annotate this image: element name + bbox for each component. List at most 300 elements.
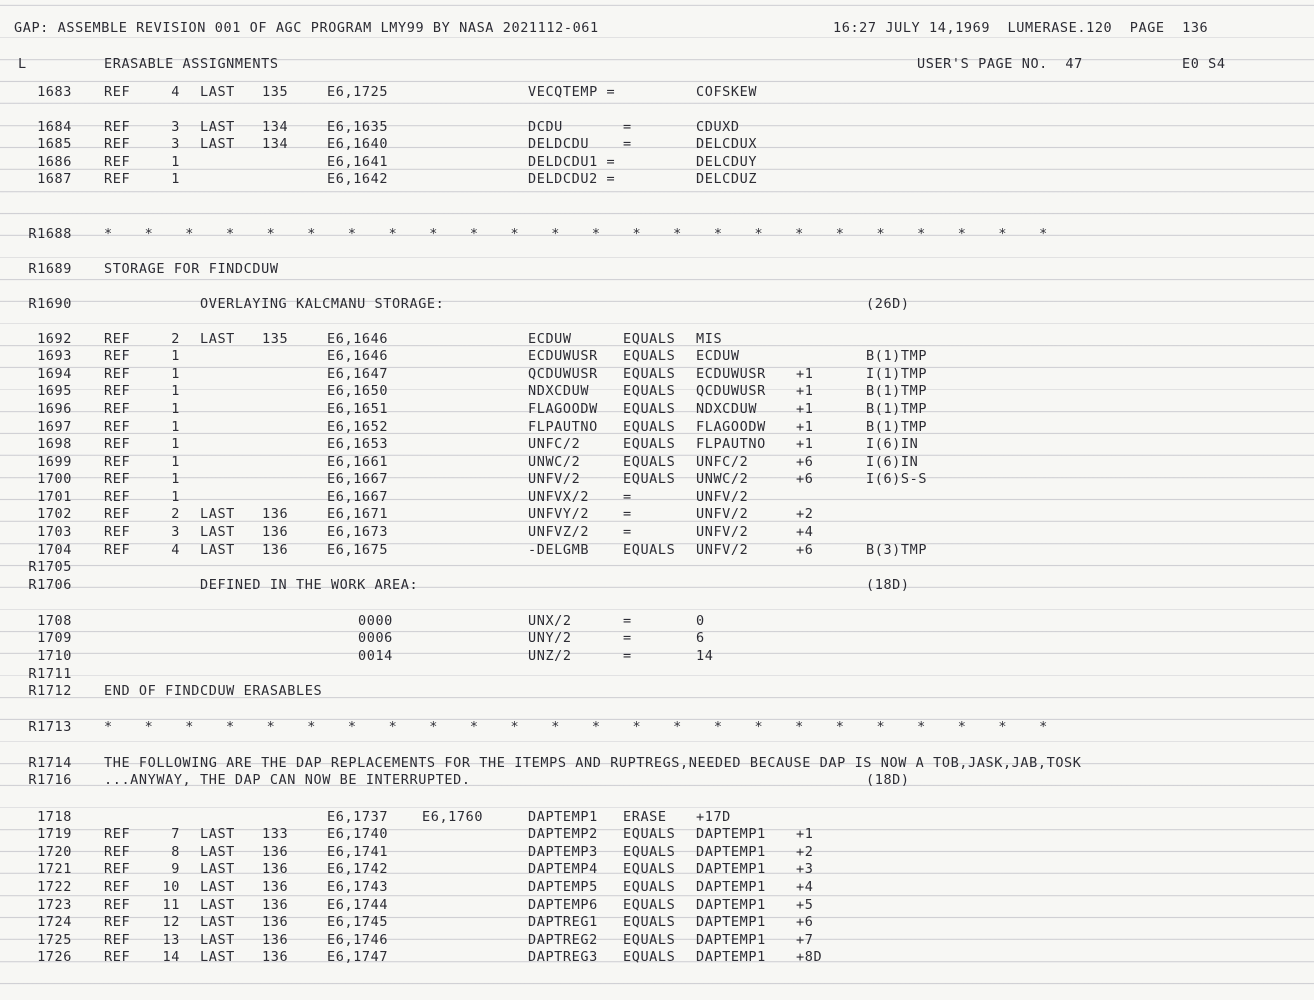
ref-keyword: REF — [104, 383, 131, 399]
operator: EQUALS — [623, 454, 676, 470]
listing-line — [0, 825, 1314, 843]
scaling-comment: I(6)IN — [866, 454, 919, 470]
operand: 14 — [696, 648, 714, 664]
operator: EQUALS — [623, 949, 676, 965]
last-keyword: LAST — [200, 826, 235, 842]
erasable-address: E6,1744 — [327, 897, 389, 913]
listing-line — [0, 330, 1314, 348]
listing-line — [0, 576, 1314, 594]
listing-line — [0, 558, 1314, 576]
line-number: 1696 — [37, 401, 72, 417]
symbol-name: UNFVY/2 — [528, 506, 590, 522]
operator: EQUALS — [623, 331, 676, 347]
ref-count: 1 — [171, 154, 180, 170]
line-number: R1716 — [28, 772, 72, 788]
ref-keyword: REF — [104, 914, 131, 930]
scaling-comment: B(1)TMP — [866, 383, 928, 399]
ref-count: 9 — [171, 861, 180, 877]
line-number: 1721 — [37, 861, 72, 877]
listing-line — [0, 629, 1314, 647]
ref-count: 8 — [171, 844, 180, 860]
comment-text: END OF FINDCDUW ERASABLES — [104, 683, 323, 699]
offset-modifier: +1 — [796, 401, 814, 417]
listing-line — [0, 418, 1314, 436]
symbol-name: UNX/2 — [528, 613, 572, 629]
last-page: 136 — [262, 861, 289, 877]
timestamp-page: 16:27 JULY 14,1969 LUMERASE.120 PAGE 136 — [833, 20, 1209, 36]
offset-modifier: +4 — [796, 879, 814, 895]
subheading-text: OVERLAYING KALCMANU STORAGE: — [200, 296, 445, 312]
last-page: 136 — [262, 897, 289, 913]
listing-line — [0, 470, 1314, 488]
offset-modifier: +6 — [796, 471, 814, 487]
symbol-name: UNZ/2 — [528, 648, 572, 664]
listing-line — [0, 347, 1314, 365]
operator: EQUALS — [623, 932, 676, 948]
operator: EQUALS — [623, 826, 676, 842]
symbol-name: UNY/2 — [528, 630, 572, 646]
line-number: 1718 — [37, 809, 72, 825]
operator: EQUALS — [623, 366, 676, 382]
line-number: R1690 — [28, 296, 72, 312]
word-count: (18D) — [866, 772, 910, 788]
symbol-name: DAPTEMP6 — [528, 897, 598, 913]
scaling-comment: I(1)TMP — [866, 366, 928, 382]
symbol-name: DAPTREG1 — [528, 914, 598, 930]
listing-line — [0, 295, 1314, 313]
symbol-name: DAPTEMP1 — [528, 809, 598, 825]
ref-keyword: REF — [104, 471, 131, 487]
listing-line — [0, 948, 1314, 966]
line-number: 1708 — [37, 613, 72, 629]
ref-keyword: REF — [104, 489, 131, 505]
last-keyword: LAST — [200, 844, 235, 860]
ref-count: 2 — [171, 331, 180, 347]
symbol-name: UNFVX/2 — [528, 489, 590, 505]
listing-line — [0, 260, 1314, 278]
line-number: 1723 — [37, 897, 72, 913]
ref-count: 1 — [171, 419, 180, 435]
scaling-comment: B(3)TMP — [866, 542, 928, 558]
ref-count: 1 — [171, 454, 180, 470]
last-page: 136 — [262, 879, 289, 895]
ref-count: 2 — [171, 506, 180, 522]
ref-keyword: REF — [104, 542, 131, 558]
operator: = — [623, 489, 632, 505]
offset-modifier: +3 — [796, 861, 814, 877]
ref-keyword: REF — [104, 154, 131, 170]
operand: UNWC/2 — [696, 471, 749, 487]
listing-line — [0, 878, 1314, 896]
operator: EQUALS — [623, 383, 676, 399]
last-page: 136 — [262, 506, 289, 522]
erasable-address: E6,1650 — [327, 383, 389, 399]
ref-count: 7 — [171, 826, 180, 842]
line-number: R1712 — [28, 683, 72, 699]
last-keyword: LAST — [200, 506, 235, 522]
listing-line — [0, 612, 1314, 630]
erasable-address: E6,1673 — [327, 524, 389, 540]
operator: = — [623, 613, 632, 629]
erasable-address: E6,1641 — [327, 154, 389, 170]
last-page: 134 — [262, 136, 289, 152]
scaling-comment: I(6)IN — [866, 436, 919, 452]
ref-count: 12 — [162, 914, 180, 930]
line-number: 1722 — [37, 879, 72, 895]
ref-count: 10 — [162, 879, 180, 895]
operator: = — [623, 630, 632, 646]
separator-stars: * * * * * * * * * * * * * * * * * * * * * * * * — [104, 719, 1060, 735]
ref-count: 1 — [171, 471, 180, 487]
last-keyword: LAST — [200, 879, 235, 895]
ref-keyword: REF — [104, 454, 131, 470]
line-number: R1706 — [28, 577, 72, 593]
last-keyword: LAST — [200, 897, 235, 913]
operator: EQUALS — [623, 419, 676, 435]
last-page: 136 — [262, 524, 289, 540]
last-keyword: LAST — [200, 949, 235, 965]
line-number: 1698 — [37, 436, 72, 452]
listing-line — [0, 808, 1314, 826]
octal-value: 0000 — [358, 613, 393, 629]
offset-modifier: +4 — [796, 524, 814, 540]
listing-line — [0, 718, 1314, 736]
ref-keyword: REF — [104, 331, 131, 347]
offset-modifier: +5 — [796, 897, 814, 913]
symbol-name: QCDUWUSR — [528, 366, 598, 382]
operator: EQUALS — [623, 897, 676, 913]
operator: = — [623, 648, 632, 664]
listing-line — [0, 771, 1314, 789]
line-number: 1709 — [37, 630, 72, 646]
operator: EQUALS — [623, 844, 676, 860]
line-number: 1692 — [37, 331, 72, 347]
symbol-name: VECQTEMP = — [528, 84, 616, 100]
line-number: 1726 — [37, 949, 72, 965]
line-number: 1699 — [37, 454, 72, 470]
ref-keyword: REF — [104, 524, 131, 540]
listing-line — [0, 647, 1314, 665]
operand: DAPTEMP1 — [696, 897, 766, 913]
symbol-name: DELDCDU — [528, 136, 590, 152]
erasable-address: E6,1737 — [327, 809, 389, 825]
operand: NDXCDUW — [696, 401, 758, 417]
ref-count: 3 — [171, 136, 180, 152]
line-number: 1686 — [37, 154, 72, 170]
offset-modifier: +6 — [796, 542, 814, 558]
erasable-address: E6,1675 — [327, 542, 389, 558]
operand: UNFV/2 — [696, 524, 749, 540]
operator: = — [623, 119, 632, 135]
symbol-name: FLPAUTNO — [528, 419, 598, 435]
ref-keyword: REF — [104, 826, 131, 842]
last-keyword: LAST — [200, 914, 235, 930]
line-number: 1684 — [37, 119, 72, 135]
offset-modifier: +1 — [796, 366, 814, 382]
listing-line — [0, 135, 1314, 153]
ref-keyword: REF — [104, 419, 131, 435]
operand: ECDUWUSR — [696, 366, 766, 382]
scaling-comment: I(6)S-S — [866, 471, 928, 487]
erasable-address: E6,1667 — [327, 489, 389, 505]
line-number: 1693 — [37, 348, 72, 364]
last-page: 136 — [262, 914, 289, 930]
operand: COFSKEW — [696, 84, 758, 100]
offset-modifier: +6 — [796, 454, 814, 470]
symbol-name: UNFVZ/2 — [528, 524, 590, 540]
operator: ERASE — [623, 809, 667, 825]
line-number: 1695 — [37, 383, 72, 399]
operand: DAPTEMP1 — [696, 932, 766, 948]
user-page-number: USER'S PAGE NO. 47 — [917, 56, 1083, 72]
line-number: 1685 — [37, 136, 72, 152]
line-number: R1688 — [28, 226, 72, 242]
line-number: 1710 — [37, 648, 72, 664]
operand: DELCDUX — [696, 136, 758, 152]
listing-line — [0, 505, 1314, 523]
ref-keyword: REF — [104, 436, 131, 452]
erasable-address: E6,1653 — [327, 436, 389, 452]
line-number: 1703 — [37, 524, 72, 540]
operand: 0 — [696, 613, 705, 629]
erasable-address: E6,1642 — [327, 171, 389, 187]
operator: EQUALS — [623, 914, 676, 930]
last-page: 135 — [262, 331, 289, 347]
erasable-address: E6,1671 — [327, 506, 389, 522]
listing-line — [0, 365, 1314, 383]
operand: UNFV/2 — [696, 506, 749, 522]
symbol-name: NDXCDUW — [528, 383, 590, 399]
operator: EQUALS — [623, 861, 676, 877]
last-keyword: LAST — [200, 861, 235, 877]
ref-count: 1 — [171, 366, 180, 382]
last-keyword: LAST — [200, 932, 235, 948]
offset-modifier: +8D — [796, 949, 823, 965]
symbol-name: DAPTEMP5 — [528, 879, 598, 895]
operator: EQUALS — [623, 542, 676, 558]
offset-modifier: +1 — [796, 383, 814, 399]
listing-line — [0, 488, 1314, 506]
symbol-name: DELDCDU1 = — [528, 154, 616, 170]
ref-keyword: REF — [104, 897, 131, 913]
last-keyword: LAST — [200, 331, 235, 347]
line-number: 1687 — [37, 171, 72, 187]
operand: QCDUWUSR — [696, 383, 766, 399]
operand: FLPAUTNO — [696, 436, 766, 452]
listing-line — [0, 843, 1314, 861]
listing-flag: L — [18, 56, 27, 72]
erasable-address: E6,1746 — [327, 932, 389, 948]
ref-count: 1 — [171, 436, 180, 452]
erasable-address: E6,1740 — [327, 826, 389, 842]
last-page: 136 — [262, 932, 289, 948]
erasable-address: E6,1725 — [327, 84, 389, 100]
word-count: (18D) — [866, 577, 910, 593]
symbol-name: ECDUWUSR — [528, 348, 598, 364]
operand: +17D — [696, 809, 731, 825]
symbol-name: DAPTREG3 — [528, 949, 598, 965]
ref-count: 1 — [171, 383, 180, 399]
listing-line — [0, 435, 1314, 453]
ref-count: 1 — [171, 348, 180, 364]
scaling-comment: B(1)TMP — [866, 348, 928, 364]
symbol-name: FLAGOODW — [528, 401, 598, 417]
operand: UNFV/2 — [696, 489, 749, 505]
comment-text: STORAGE FOR FINDCDUW — [104, 261, 279, 277]
operand: DELCDUY — [696, 154, 758, 170]
ref-keyword: REF — [104, 879, 131, 895]
separator-stars: * * * * * * * * * * * * * * * * * * * * * * * * — [104, 226, 1060, 242]
operand: DAPTEMP1 — [696, 861, 766, 877]
symbol-name: UNFC/2 — [528, 436, 581, 452]
erasable-address: E6,1646 — [327, 331, 389, 347]
operand: UNFC/2 — [696, 454, 749, 470]
listing-line — [0, 931, 1314, 949]
offset-modifier: +1 — [796, 436, 814, 452]
erasable-address: E6,1652 — [327, 419, 389, 435]
erasable-address: E6,1667 — [327, 471, 389, 487]
line-number: 1701 — [37, 489, 72, 505]
ref-count: 13 — [162, 932, 180, 948]
ref-count: 3 — [171, 524, 180, 540]
word-count: (26D) — [866, 296, 910, 312]
last-keyword: LAST — [200, 524, 235, 540]
ref-count: 1 — [171, 489, 180, 505]
section-code: E0 S4 — [1182, 56, 1226, 72]
operator: EQUALS — [623, 879, 676, 895]
line-number: R1711 — [28, 666, 72, 682]
ref-keyword: REF — [104, 136, 131, 152]
last-keyword: LAST — [200, 84, 235, 100]
line-number: R1689 — [28, 261, 72, 277]
operand: CDUXD — [696, 119, 740, 135]
line-number: 1702 — [37, 506, 72, 522]
offset-modifier: +1 — [796, 826, 814, 842]
subheading-text: DEFINED IN THE WORK AREA: — [200, 577, 419, 593]
listing-line — [0, 83, 1314, 101]
erasable-address: E6,1640 — [327, 136, 389, 152]
erasable-address: E6,1747 — [327, 949, 389, 965]
section-header — [0, 55, 1314, 73]
line-number: 1700 — [37, 471, 72, 487]
ref-keyword: REF — [104, 861, 131, 877]
ref-keyword: REF — [104, 506, 131, 522]
last-page: 135 — [262, 84, 289, 100]
erasable-address-end: E6,1760 — [422, 809, 484, 825]
ref-keyword: REF — [104, 366, 131, 382]
ref-keyword: REF — [104, 844, 131, 860]
erasable-address: E6,1742 — [327, 861, 389, 877]
symbol-name: UNFV/2 — [528, 471, 581, 487]
line-number: R1713 — [28, 719, 72, 735]
last-page: 134 — [262, 119, 289, 135]
erasable-address: E6,1661 — [327, 454, 389, 470]
ref-keyword: REF — [104, 348, 131, 364]
ref-keyword: REF — [104, 949, 131, 965]
offset-modifier: +2 — [796, 844, 814, 860]
listing-line — [0, 225, 1314, 243]
last-keyword: LAST — [200, 542, 235, 558]
symbol-name: UNWC/2 — [528, 454, 581, 470]
listing-line — [0, 382, 1314, 400]
offset-modifier: +6 — [796, 914, 814, 930]
scaling-comment: B(1)TMP — [866, 419, 928, 435]
ref-count: 3 — [171, 119, 180, 135]
ref-keyword: REF — [104, 119, 131, 135]
page-header — [0, 19, 1314, 37]
line-number: 1704 — [37, 542, 72, 558]
listing-line — [0, 754, 1314, 772]
erasable-address: E6,1647 — [327, 366, 389, 382]
offset-modifier: +2 — [796, 506, 814, 522]
symbol-name: ECDUW — [528, 331, 572, 347]
operator: EQUALS — [623, 436, 676, 452]
ref-count: 14 — [162, 949, 180, 965]
ref-count: 11 — [162, 897, 180, 913]
line-number: 1694 — [37, 366, 72, 382]
operand: DAPTEMP1 — [696, 826, 766, 842]
symbol-name: DAPTEMP4 — [528, 861, 598, 877]
ref-keyword: REF — [104, 401, 131, 417]
symbol-name: -DELGMB — [528, 542, 590, 558]
listing-line — [0, 860, 1314, 878]
erasable-address: E6,1741 — [327, 844, 389, 860]
ref-count: 1 — [171, 171, 180, 187]
ref-keyword: REF — [104, 171, 131, 187]
ref-count: 4 — [171, 542, 180, 558]
last-page: 133 — [262, 826, 289, 842]
operand: 6 — [696, 630, 705, 646]
listing-line — [0, 896, 1314, 914]
line-number: 1697 — [37, 419, 72, 435]
last-page: 136 — [262, 542, 289, 558]
listing-line — [0, 400, 1314, 418]
listing-line — [0, 665, 1314, 683]
listing-line — [0, 541, 1314, 559]
listing-line — [0, 913, 1314, 931]
listing-line — [0, 153, 1314, 171]
comment-text: THE FOLLOWING ARE THE DAP REPLACEMENTS FOR THE ITEMPS AND RUPTREGS,NEEDED BECAUSE DAP IS NOW A TOB,JASK,JAB,TOSK — [104, 755, 1082, 771]
ref-count: 1 — [171, 401, 180, 417]
symbol-name: DAPTREG2 — [528, 932, 598, 948]
symbol-name: DAPTEMP3 — [528, 844, 598, 860]
listing-line — [0, 682, 1314, 700]
operator: = — [623, 136, 632, 152]
last-page: 136 — [262, 949, 289, 965]
line-number: 1725 — [37, 932, 72, 948]
last-keyword: LAST — [200, 119, 235, 135]
ref-keyword: REF — [104, 84, 131, 100]
erasable-address: E6,1651 — [327, 401, 389, 417]
line-number: 1724 — [37, 914, 72, 930]
line-number: 1720 — [37, 844, 72, 860]
last-keyword: LAST — [200, 136, 235, 152]
offset-modifier: +7 — [796, 932, 814, 948]
operand: DAPTEMP1 — [696, 914, 766, 930]
symbol-name: DELDCDU2 = — [528, 171, 616, 187]
assembly-title: GAP: ASSEMBLE REVISION 001 OF AGC PROGRAM LMY99 BY NASA 2021112-061 — [14, 20, 599, 36]
line-number: 1719 — [37, 826, 72, 842]
listing-line — [0, 523, 1314, 541]
ref-keyword: REF — [104, 932, 131, 948]
operand: DAPTEMP1 — [696, 949, 766, 965]
erasable-address: E6,1635 — [327, 119, 389, 135]
symbol-name: DAPTEMP2 — [528, 826, 598, 842]
section-title: ERASABLE ASSIGNMENTS — [104, 56, 279, 72]
operand: UNFV/2 — [696, 542, 749, 558]
operand: DELCDUZ — [696, 171, 758, 187]
ref-count: 4 — [171, 84, 180, 100]
